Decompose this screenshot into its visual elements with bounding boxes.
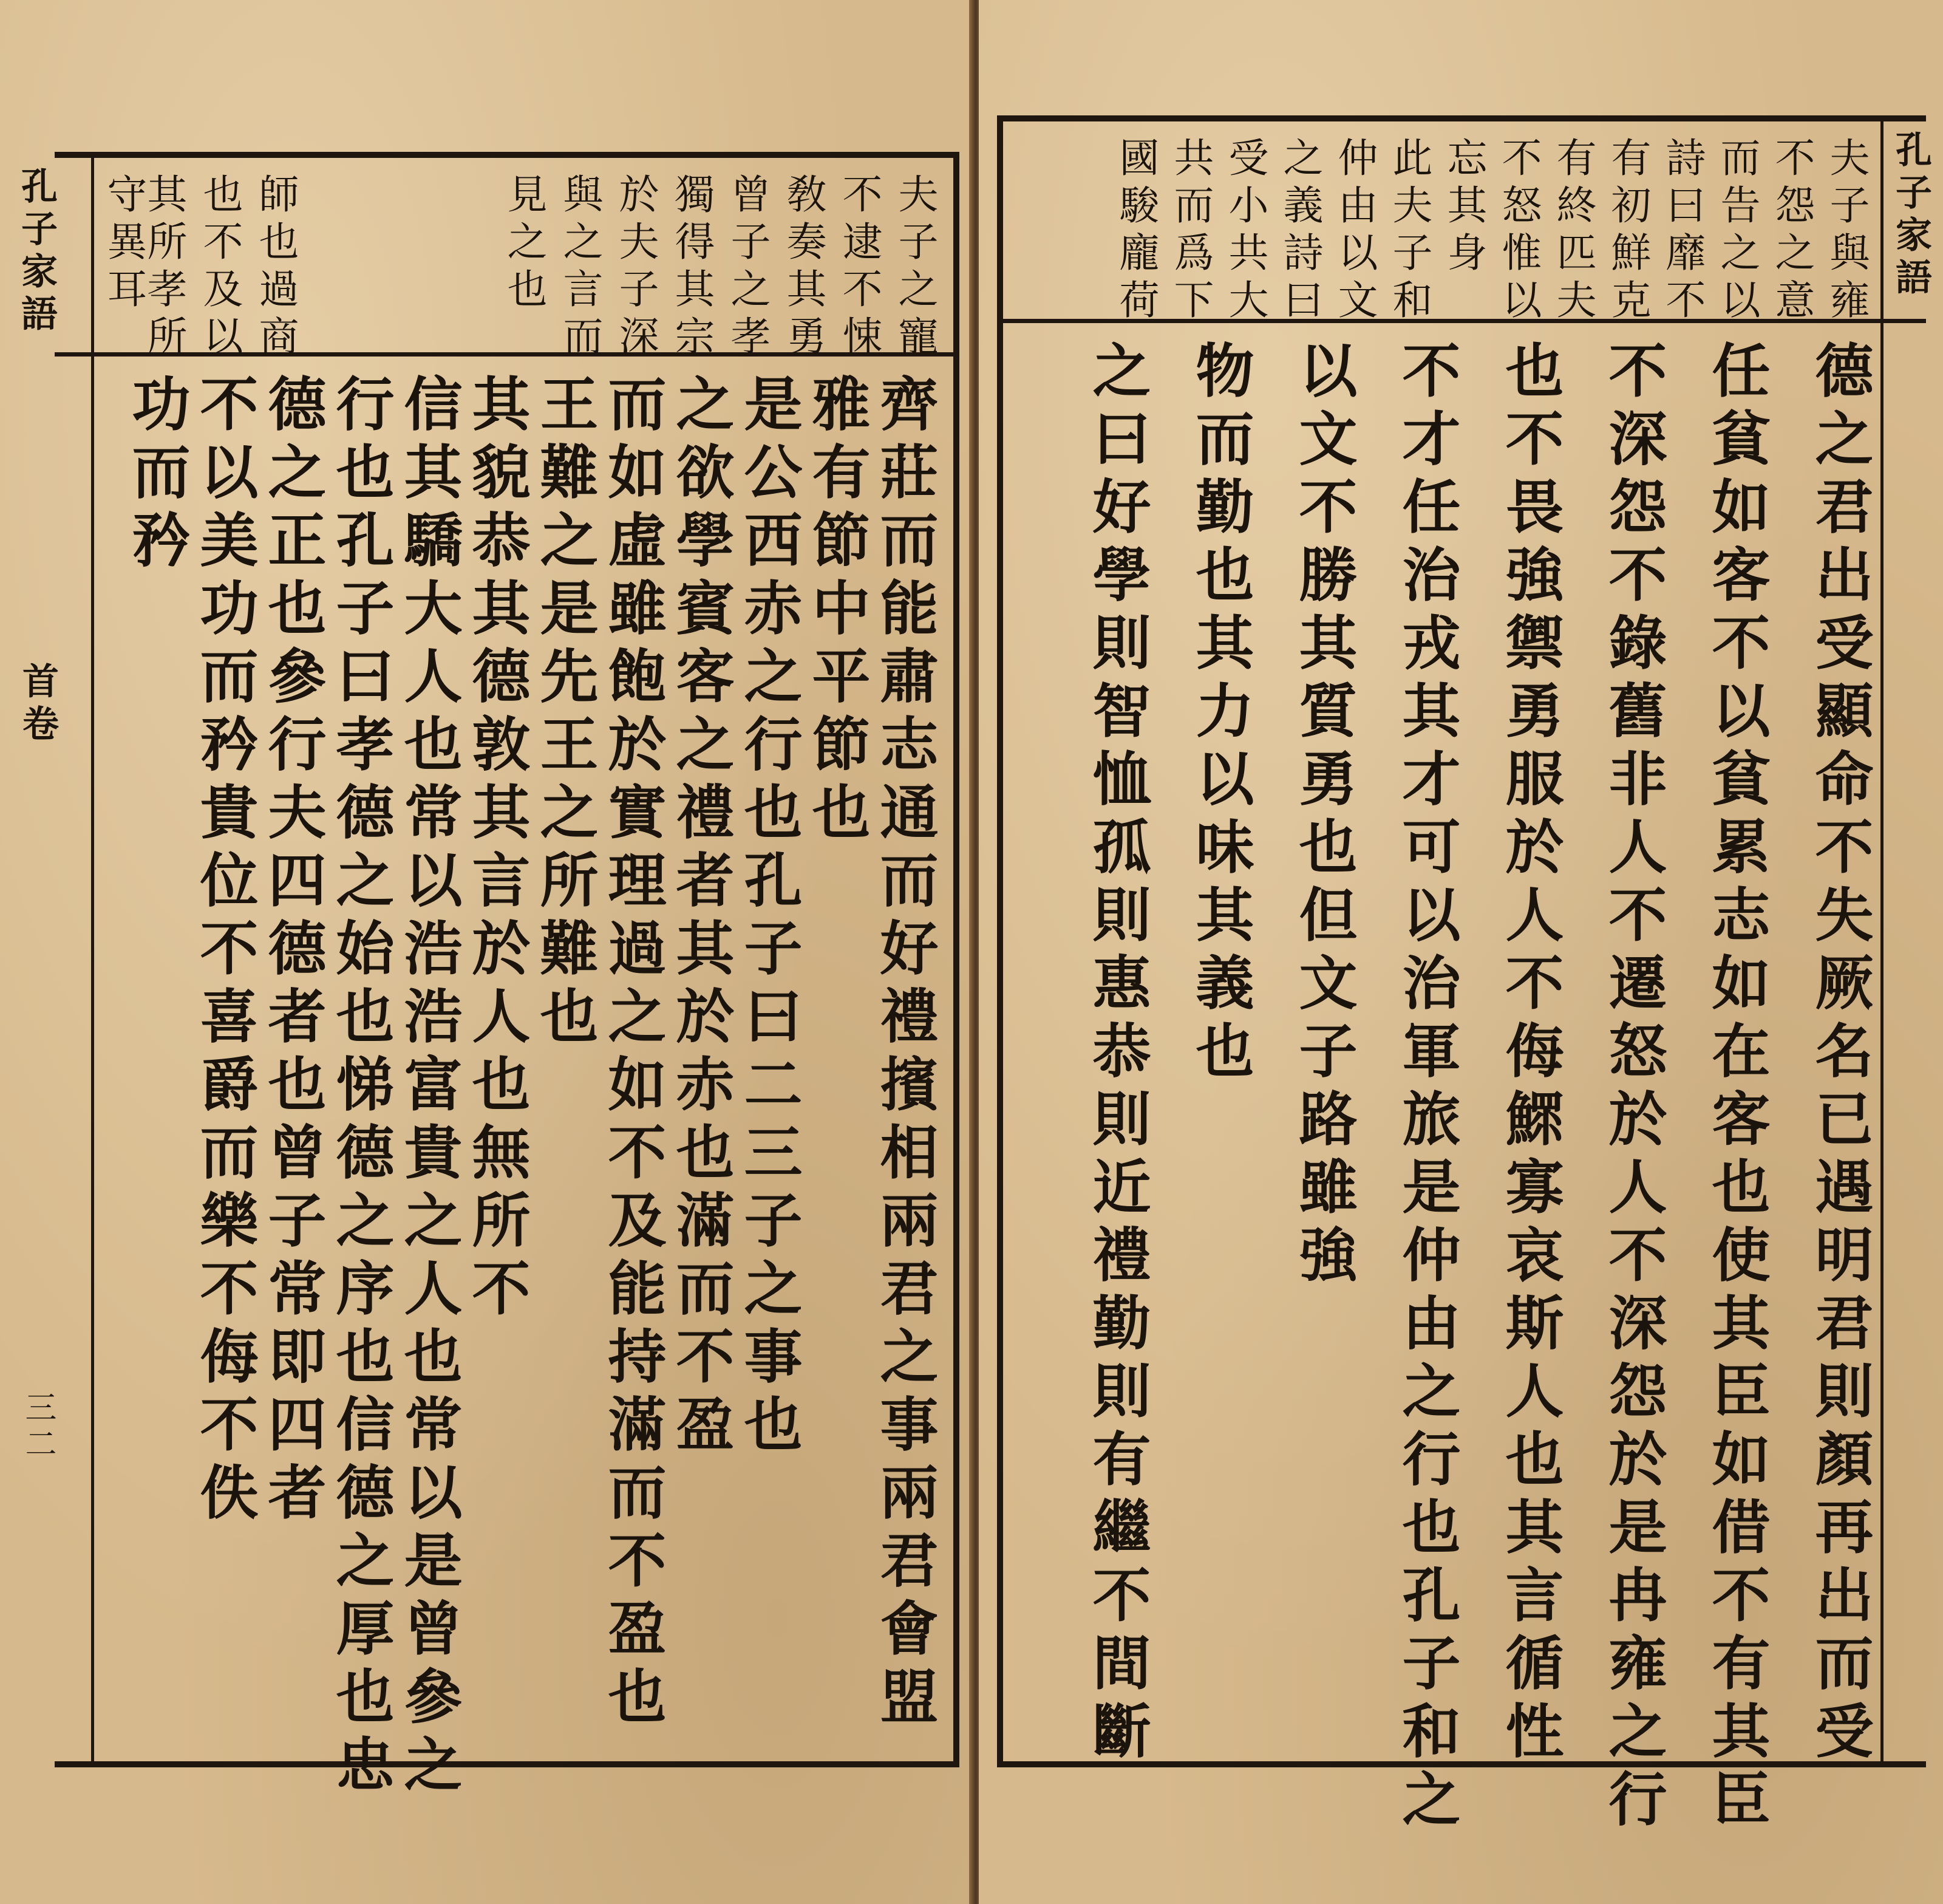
commentary-column: 受小共大 — [1222, 137, 1268, 326]
frame-bottom-border — [55, 1761, 959, 1767]
commentary-column: 有初鮮克 — [1604, 137, 1651, 326]
commentary-column: 有終匹夫 — [1550, 137, 1596, 326]
commentary-column: 與之言而 — [556, 173, 603, 363]
commentary-column: 忘其身 — [1440, 137, 1487, 279]
commentary-column: 其所孝所 — [140, 173, 187, 363]
commentary-column: 此夫子和 — [1386, 137, 1432, 326]
frame-margin-rule — [91, 152, 94, 1767]
main-text-column: 其貌恭其德敦其言於人也無所不 — [463, 374, 531, 1326]
main-text-column: 不才任治戎其才可以治軍旅是仲由之行也孔子和之 — [1393, 340, 1462, 1837]
main-text-column: 是公西赤之行也孔子曰二三子之事也 — [735, 374, 803, 1462]
commentary-column: 見之也 — [500, 173, 547, 315]
commentary-column: 守異耳 — [100, 173, 147, 315]
main-text-column: 也不畏強禦勇服於人不侮鰥寡哀斯人也其言循性 — [1496, 340, 1565, 1769]
commentary-column: 不怨之意 — [1768, 137, 1815, 326]
main-text-column: 而如虛雖飽於實理過之如不及能持滿而不盈也 — [599, 374, 667, 1734]
commentary-column: 而告之以 — [1713, 137, 1760, 326]
main-text-column: 雅有節中平節也 — [803, 374, 871, 850]
commentary-column: 之義詩曰 — [1276, 137, 1323, 326]
main-text-column: 不以美功而矜貴位不喜爵而樂不侮不佚 — [191, 374, 259, 1530]
commentary-column: 共而爲下 — [1167, 137, 1214, 326]
frame-right-border — [953, 152, 959, 1767]
commentary-column: 師也過商 — [252, 173, 299, 363]
commentary-column: 仲由以文 — [1331, 137, 1378, 326]
main-text-column: 信其驕大人也常以浩浩富貴之人也常以是曾參之 — [395, 374, 463, 1802]
commentary-column: 敎奏其勇 — [780, 173, 826, 363]
main-text-column: 之欲學賓客之禮者其於赤也滿而不盈 — [667, 374, 735, 1462]
commentary-column: 夫子之寵 — [891, 173, 938, 363]
main-text-column: 行也孔子曰孝德之始也悌德之序也信德之厚也忠 — [327, 374, 395, 1802]
commentary-column: 不逮不悚 — [835, 173, 882, 363]
margin-juan-label: 首卷 — [16, 662, 59, 747]
main-text-column: 不深怨不錄舊非人不遷怒於人不深怨於是冉雍之行 — [1599, 340, 1668, 1837]
commentary-column: 詩曰靡不 — [1659, 137, 1706, 326]
margin-book-title: 孔子家語 — [15, 167, 58, 337]
frame-left-border — [997, 115, 1003, 1767]
margin-folio-number: 三二 — [19, 1391, 56, 1464]
frame-top-border — [997, 115, 1926, 121]
main-text-column: 王難之是先王之所難也 — [531, 374, 599, 1054]
commentary-column: 國駿龐荷 — [1112, 137, 1159, 326]
commentary-column: 於夫子深 — [612, 173, 659, 363]
main-text-column: 以文不勝其質勇也但文子路雖強 — [1290, 340, 1358, 1292]
frame-margin-rule — [1880, 115, 1883, 1767]
main-text-column: 齊莊而能肅志通而好禮擯相兩君之事兩君會盟 — [871, 374, 939, 1734]
commentary-column: 曾子之孝 — [724, 173, 771, 363]
main-text-column: 任貧如客不以貧累志如在客也使其臣如借不有其臣 — [1703, 340, 1771, 1837]
commentary-column: 夫子與雍 — [1823, 137, 1870, 326]
commentary-column: 也不及以 — [196, 173, 243, 363]
commentary-column: 獨得其宗 — [668, 173, 715, 363]
commentary-column: 不怒惟以 — [1495, 137, 1542, 326]
main-text-column: 之曰好學則智恤孤則惠恭則近禮勤則有繼不間斷 — [1083, 340, 1152, 1769]
right-page — [979, 0, 1943, 1904]
margin-book-title: 孔子家語 — [1890, 131, 1932, 301]
main-text-column: 物而勤也其力以味其義也 — [1186, 340, 1255, 1088]
main-text-column: 功而矜 — [123, 374, 191, 578]
main-text-column: 德之正也參行夫四德者也曾子常即四者 — [259, 374, 327, 1530]
main-text-column: 德之君出受顯命不失厥名已遇明君則顏再出而受 — [1806, 340, 1874, 1769]
frame-top-border — [55, 152, 959, 158]
